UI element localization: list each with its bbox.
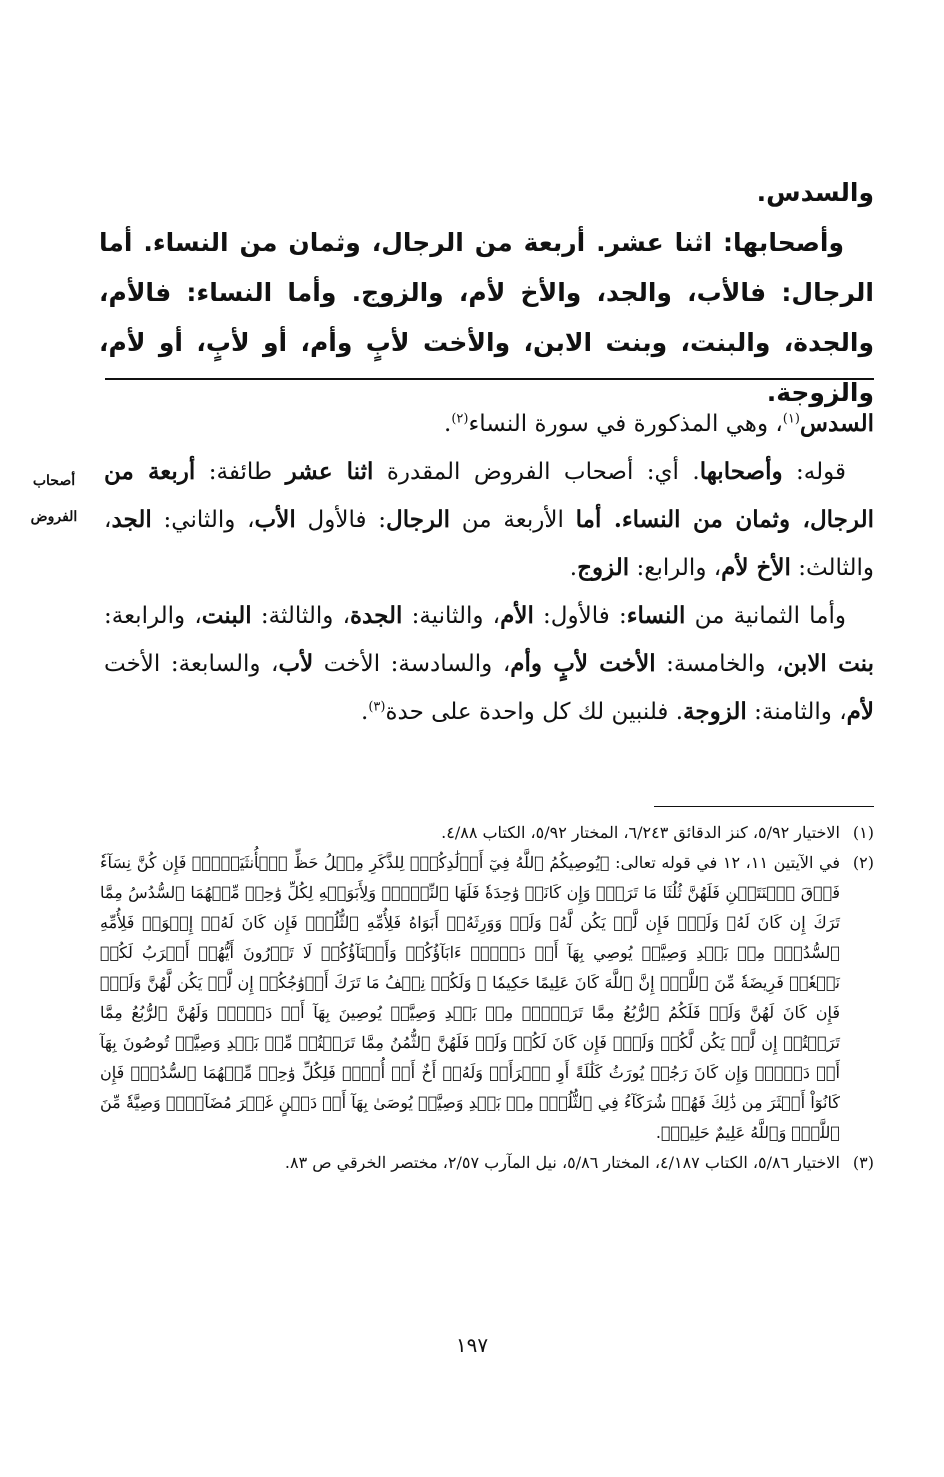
footnote-ref-3: (٣)	[368, 699, 386, 715]
footnote-separator	[654, 806, 874, 807]
margin-note-line-2: الفروض	[30, 509, 78, 525]
margin-note	[10, 463, 98, 535]
matn-text	[99, 168, 874, 418]
matn-line-sudus: والسدس.	[756, 178, 874, 207]
footnotes	[100, 818, 874, 1178]
margin-note-line-1: أصحاب	[32, 473, 76, 489]
separator-rule	[105, 378, 874, 380]
footnote-number: (١)	[852, 823, 874, 842]
footnote-1	[100, 818, 874, 848]
footnote-ref-2: (٢)	[451, 411, 469, 427]
footnote-2	[100, 848, 874, 1148]
commentary-paragraph-2: قوله: وأصحابها. أي: أصحاب الفروض المقدرة اثنا عشر طائفة: أربعة من الرجال، وثمان من النساء. أما الأربعة من الرجال: فالأول الأب، والثاني: الجد، والثالث: الأخ لأم، والرابع: الزوج.	[104, 458, 874, 581]
footnote-ref-1: (١)	[782, 411, 800, 427]
footnote-3	[100, 1148, 874, 1178]
page-number: ١٩٧	[455, 1333, 489, 1357]
footnote-text: في الآيتين ١١، ١٢ في قوله تعالى: ﴿يُوصِيكُمُ ٱللَّهُ فِيٓ أَوۡلَٰدِكُمۡۖ لِلذَّكَرِ مِثۡلُ حَظِّ ٱلۡأُنثَيَيۡنِۚ فَإِن كُنَّ نِسَآءٗ فَوۡقَ ٱثۡنَتَيۡنِ فَلَهُنَّ ثُلُثَا مَا تَرَكَۖ وَإِن كَانَتۡ وَٰحِدَةٗ فَلَهَا ٱلنِّصۡفُۚ وَلِأَبَوَيۡهِ لِكُلِّ وَٰحِدٖ مِّنۡهُمَا ٱلسُّدُسُ مِمَّا تَرَكَ إِن كَانَ لَهُۥ وَلَدٞۚ فَإِن لَّمۡ يَكُن لَّهُۥ وَلَدٞ وَوَرِثَهُۥٓ أَبَوَاهُ فَلِأُمِّهِ ٱلثُّلُثُۚ فَإِن كَانَ لَهُۥٓ إِخۡوَةٞ فَلِأُمِّهِ ٱلسُّدُسُۚ مِنۢ بَعۡدِ وَصِيَّةٖ يُوصِي بِهَآ أَوۡ دَيۡنٍۗ ءَابَآؤُكُمۡ وَأَبۡنَآؤُكُمۡ لَا تَدۡرُونَ أَيُّهُمۡ أَقۡرَبُ لَكُمۡ نَفۡعٗاۚ فَرِيضَةٗ مِّنَ ٱللَّهِۗ إِنَّ ٱللَّهَ كَانَ عَلِيمًا حَكِيمٗا ۞ وَلَكُمۡ نِصۡفُ مَا تَرَكَ أَزۡوَٰجُكُمۡ إِن لَّمۡ يَكُن لَّهُنَّ وَلَدٞۚ فَإِن كَانَ لَهُنَّ وَلَدٞ فَلَكُمُ ٱلرُّبُعُ مِمَّا تَرَكۡنَۚ مِنۢ بَعۡدِ وَصِيَّةٖ يُوصِينَ بِهَآ أَوۡ دَيۡنٖۚ وَلَهُنَّ ٱلرُّبُعُ مِمَّا تَرَكۡتُمۡ إِن لَّمۡ يَكُن لَّكُمۡ وَلَدٞۚ فَإِن كَانَ لَكُمۡ وَلَدٞ فَلَهُنَّ ٱلثُّمُنُ مِمَّا تَرَكۡتُمۚ مِّنۢ بَعۡدِ وَصِيَّةٖ تُوصُونَ بِهَآ أَوۡ دَيۡنٖۗ وَإِن كَانَ رَجُلٞ يُورَثُ كَلَٰلَةً أَوِ ٱمۡرَأَةٞ وَلَهُۥٓ أَخٌ أَوۡ أُخۡتٞ فَلِكُلِّ وَٰحِدٖ مِّنۡهُمَا ٱلسُّدُسُۚ فَإِن كَانُوٓاْ أَكۡثَرَ مِن ذَٰلِكَ فَهُمۡ شُرَكَآءُ فِي ٱلثُّلُثِۚ مِنۢ بَعۡدِ وَصِيَّةٖ يُوصَىٰ بِهَآ أَوۡ دَيۡنٍ غَيۡرَ مُضَآرّٖۚ وَصِيَّةٗ مِّنَ ٱللَّهِۗ وَٱللَّهُ عَلِيمٌ حَلِيمٞ﴾.	[100, 853, 841, 1142]
footnote-text: الاختيار ٥/٩٢، كنز الدقائق ٦/٢٤٣، المختار ٥/٩٢، الكتاب ٤/٨٨.	[441, 823, 840, 842]
commentary-text	[104, 400, 874, 736]
matn-paragraph-ashab: وأصحابها: اثنا عشر. أربعة من الرجال، وثمان من النساء. أما الرجال: فالأب، والجد، والأخ لأم، والزوج. وأما النساء: فالأم، والجدة، والبنت، وبنت الابن، والأخت لأبٍ وأم، أو لأبٍ، أو لأم، والزوجة.	[99, 228, 874, 407]
commentary-paragraph-3: وأما الثمانية من النساء: فالأول: الأم، والثانية: الجدة، والثالثة: البنت، والرابعة: بنت الابن، والخامسة: الأخت لأبٍ وأم، والسادسة: الأخت لأب، والسابعة: الأخت لأم، والثامنة: الزوجة. فلنبين لك كل واحدة على حدة$^{(٣)}$.	[104, 602, 874, 725]
footnote-text: الاختيار ٥/٨٦، الكتاب ٤/١٨٧، المختار ٥/٨٦، نيل المآرب ٢/٥٧، مختصر الخرقي ص ٨٣.	[284, 1153, 840, 1172]
commentary-paragraph-1: السدس$^{(١)}$، وهي المذكورة في سورة النساء$^{(٢)}$.	[444, 410, 874, 437]
footnote-number: (٣)	[852, 1153, 874, 1172]
footnote-number: (٢)	[852, 853, 874, 872]
